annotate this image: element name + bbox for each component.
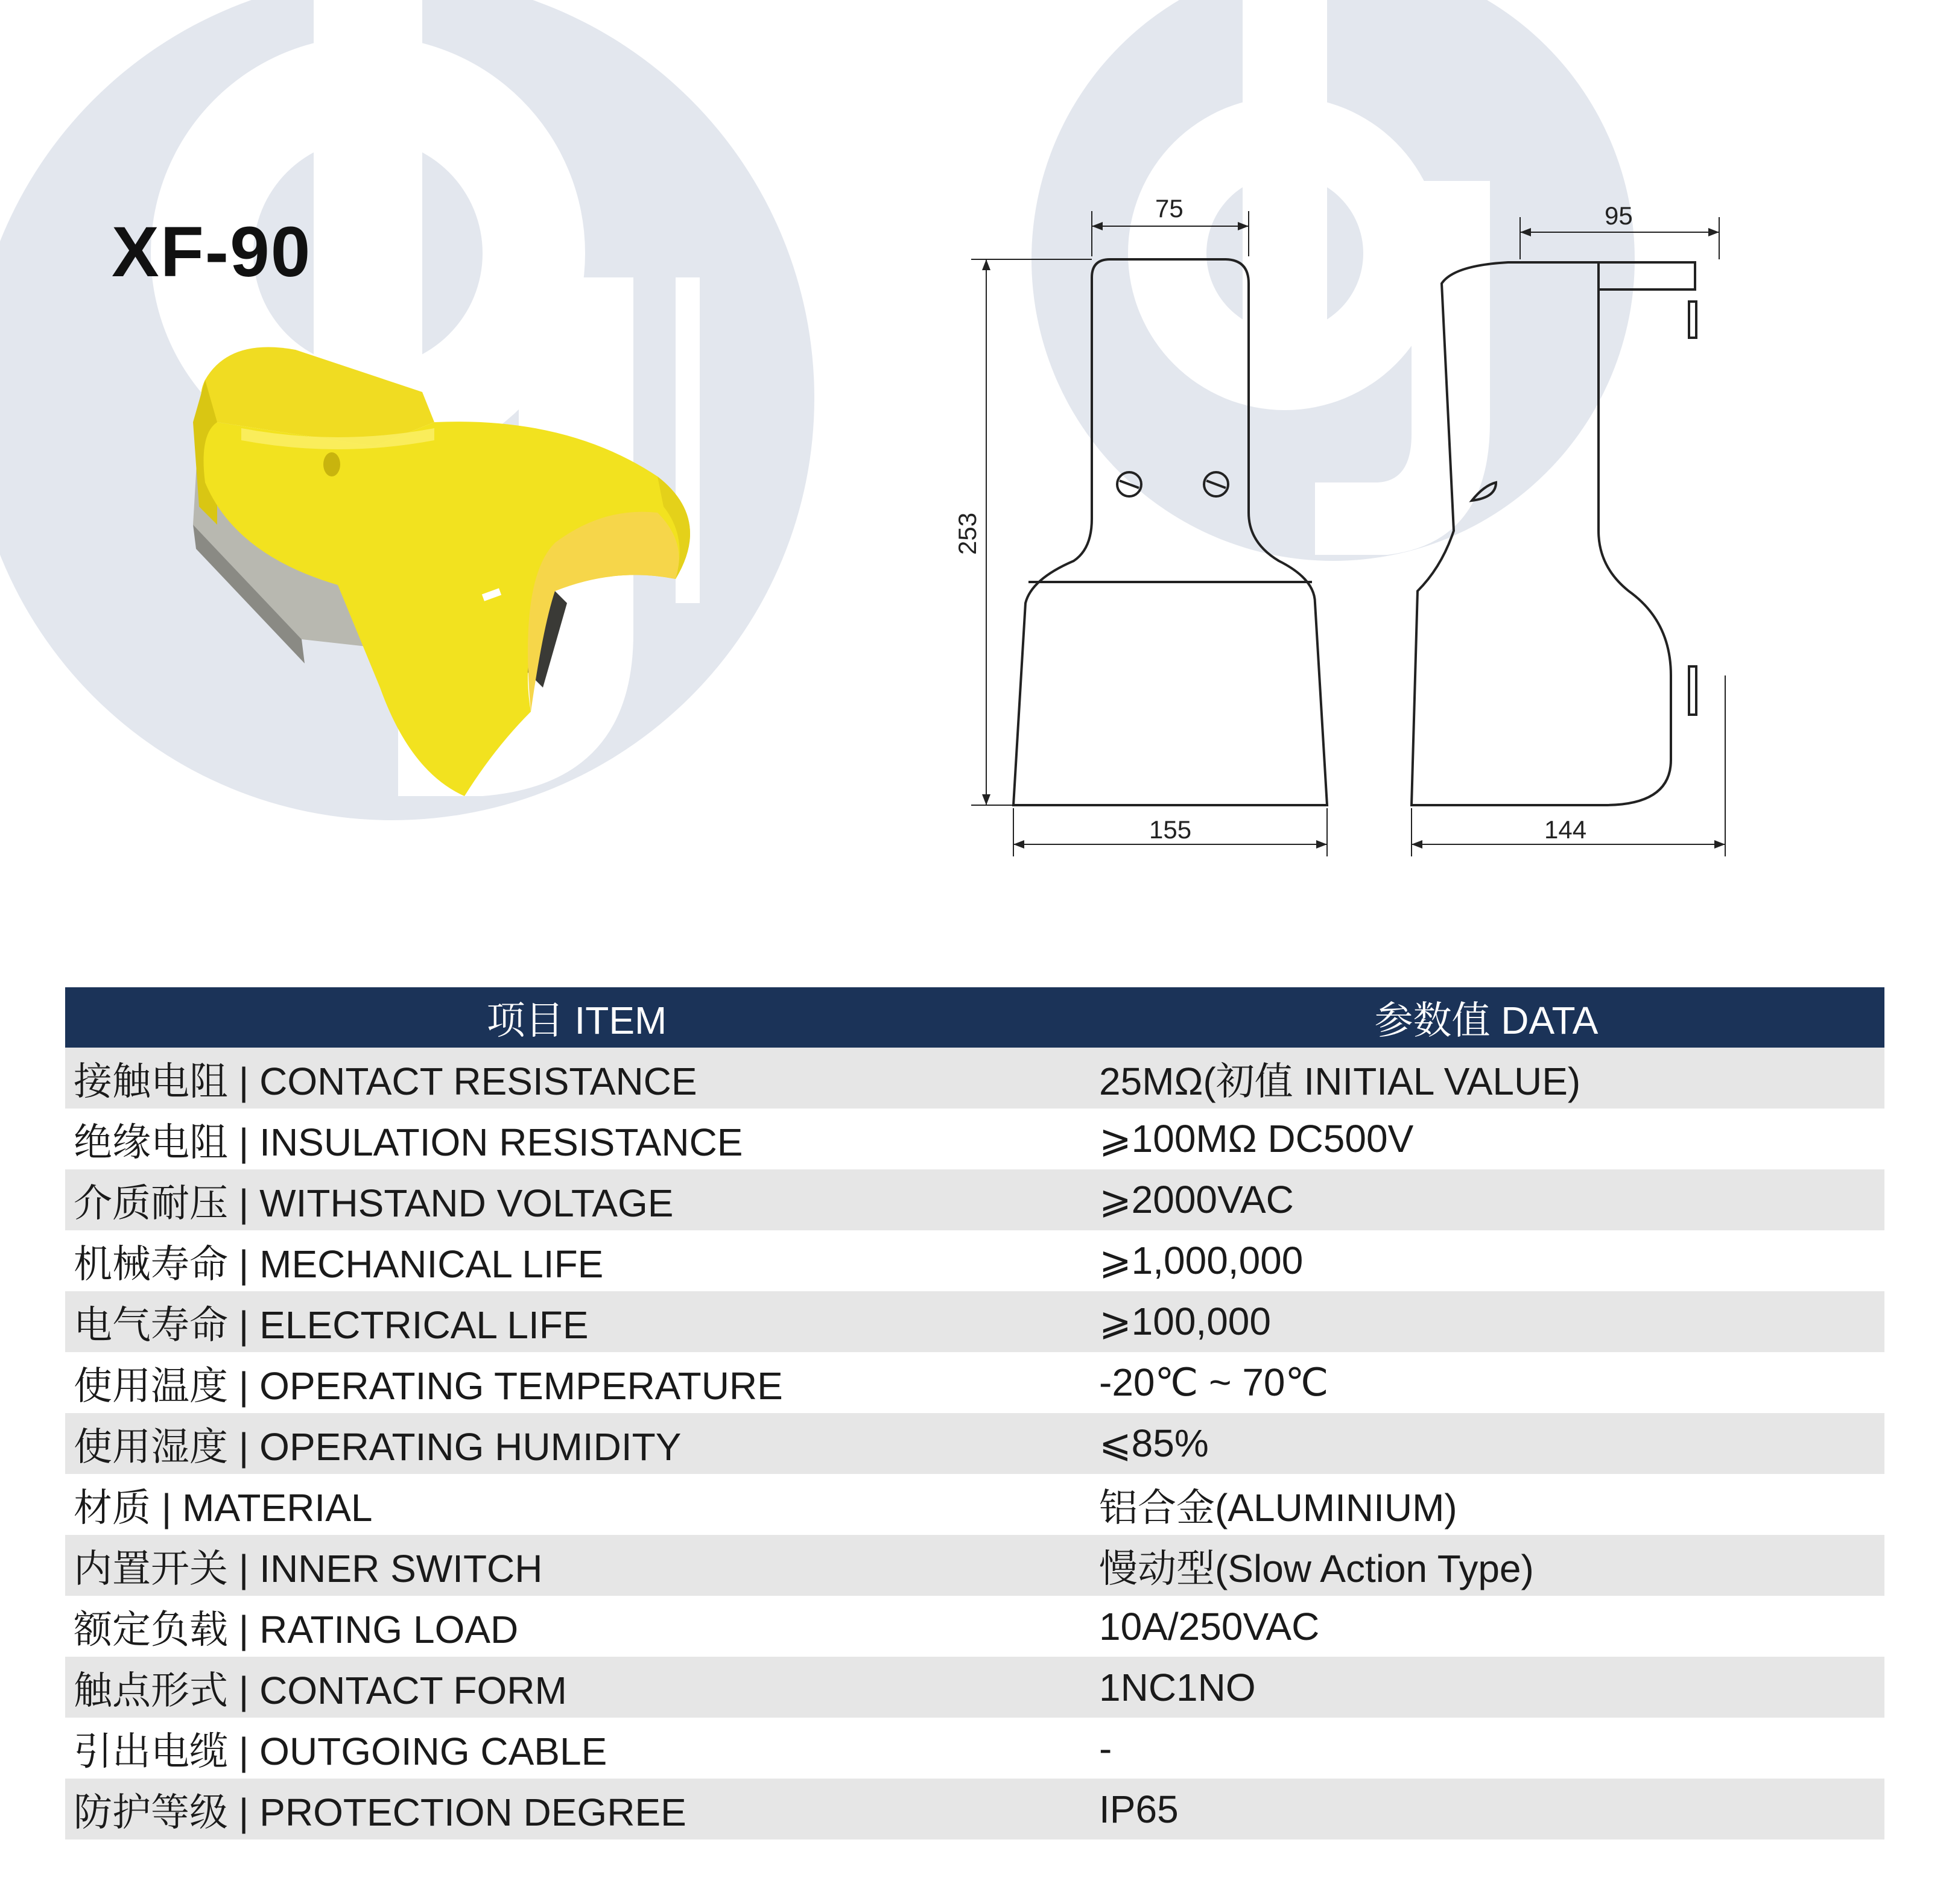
table-row	[65, 1169, 1884, 1230]
table-row	[65, 1048, 1884, 1109]
dim-side-bottom: 144	[1544, 815, 1587, 844]
row-item: 额定负载 | RATING LOAD	[74, 1607, 519, 1651]
row-item: 绝缘电阻 | INSULATION RESISTANCE	[74, 1120, 743, 1164]
row-item: 使用温度 | OPERATING TEMPERATURE	[74, 1364, 783, 1408]
table-row	[65, 1109, 1884, 1169]
row-item: 防护等级 | PROTECTION DEGREE	[65, 1779, 1088, 1839]
row-item: 触点形式 | CONTACT FORM	[65, 1657, 1088, 1718]
row-item: 材质 | MATERIAL	[74, 1485, 373, 1529]
table-row	[65, 1291, 1884, 1352]
table-row	[65, 1535, 1884, 1596]
table-row	[65, 1413, 1884, 1474]
row-value: ⩾100,000	[1088, 1291, 1884, 1352]
row-value: 10A/250VAC	[1099, 1604, 1320, 1648]
model-title: XF-90	[112, 212, 312, 292]
row-value: ⩾100MΩ DC500V	[1099, 1117, 1414, 1160]
table-header-row	[65, 987, 1884, 1048]
row-item: 机械寿命 | MECHANICAL LIFE	[74, 1242, 604, 1286]
dimension-drawing	[941, 181, 1761, 881]
row-value: -20℃ ~ 70℃	[1099, 1361, 1329, 1404]
row-item: 使用湿度 | OPERATING HUMIDITY	[65, 1413, 1088, 1474]
spec-table	[65, 987, 1884, 1839]
foot-switch-photo	[181, 326, 700, 808]
row-value: ⩽85%	[1088, 1413, 1884, 1474]
table-row	[65, 1718, 1884, 1779]
row-item: 引出电缆 | OUTGOING CABLE	[74, 1729, 607, 1773]
row-item: 接触电阻 | CONTACT RESISTANCE	[65, 1048, 1088, 1109]
row-value: ⩾2000VAC	[1088, 1169, 1884, 1230]
header-data: 参数值 DATA	[1088, 987, 1884, 1048]
dim-front-bottom: 155	[1149, 815, 1192, 844]
row-value: ⩾1,000,000	[1099, 1239, 1304, 1282]
table-row	[65, 1779, 1884, 1839]
table-row	[65, 1352, 1884, 1413]
table-row	[65, 1230, 1884, 1291]
header-item: 项目 ITEM	[65, 987, 1088, 1048]
row-item: 电气寿命 | ELECTRICAL LIFE	[65, 1291, 1088, 1352]
row-value: 1NC1NO	[1088, 1657, 1884, 1718]
row-item: 介质耐压 | WITHSTAND VOLTAGE	[65, 1169, 1088, 1230]
dim-side-top: 95	[1605, 201, 1633, 230]
row-value: 慢动型(Slow Action Type)	[1088, 1535, 1884, 1596]
row-value: IP65	[1088, 1779, 1884, 1839]
dim-height: 253	[953, 512, 981, 555]
table-row	[65, 1596, 1884, 1657]
dim-front-top: 75	[1155, 194, 1184, 223]
row-value: 25MΩ(初值 INITIAL VALUE)	[1088, 1048, 1884, 1109]
row-item: 内置开关 | INNER SWITCH	[65, 1535, 1088, 1596]
row-value: 铝合金(ALUMINIUM)	[1099, 1485, 1457, 1529]
table-row	[65, 1474, 1884, 1535]
table-row	[65, 1657, 1884, 1718]
row-value: -	[1099, 1726, 1112, 1770]
